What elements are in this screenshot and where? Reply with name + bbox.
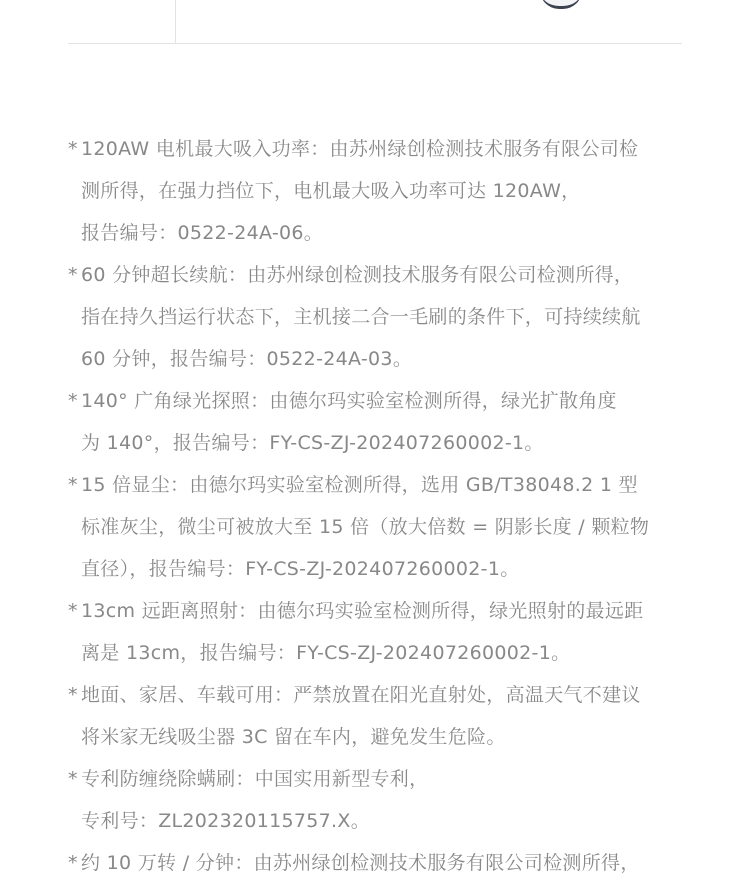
footnote-line: 约 10 万转 / 分钟：由苏州绿创检测技术服务有限公司检测所得， — [81, 852, 640, 874]
footnote-usage-scenarios — [68, 674, 678, 758]
footnote-motor-speed — [68, 842, 678, 884]
footnote-line: 13cm 远距离照射：由德尔玛实验室检测所得，绿光照射的最远距 — [81, 600, 644, 622]
footnote-line: 专利号：ZL202320115757.X。 — [81, 810, 371, 832]
footnote-line: 直径），报告编号：FY-CS-ZJ-202407260002-1。 — [81, 558, 520, 580]
footnote-bullet: * — [68, 684, 78, 706]
footnotes-list — [68, 128, 678, 884]
footnote-line: 地面、家居、车载可用：严禁放置在阳光直射处，高温天气不建议 — [81, 684, 641, 706]
footnote-illumination-distance — [68, 590, 678, 674]
footnote-bullet: * — [68, 768, 78, 790]
top-section — [0, 0, 750, 45]
footnote-bullet: * — [68, 600, 78, 622]
footnote-line: 报告编号：0522-24A-06。 — [81, 222, 324, 244]
footnote-suction-power — [68, 128, 678, 254]
footnote-line: 标准灰尘，微尘可被放大至 15 倍（放大倍数 = 阴影长度 / 颗粒物 — [81, 516, 650, 538]
footnote-line: 离是 13cm，报告编号：FY-CS-ZJ-202407260002-1。 — [81, 642, 571, 664]
footnote-line: 为 140°，报告编号：FY-CS-ZJ-202407260002-1。 — [81, 432, 544, 454]
footnote-line: 将米家无线吸尘器 3C 留在车内，避免发生危险。 — [81, 726, 506, 748]
footnote-line: 指在持久挡运行状态下，主机接二合一毛刷的条件下，可持续续航 — [81, 306, 641, 328]
footnote-bullet: * — [68, 264, 78, 286]
product-image-edge — [540, 0, 582, 9]
footnote-bullet: * — [68, 474, 78, 496]
footnote-line: 60 分钟，报告编号：0522-24A-03。 — [81, 348, 413, 370]
horizontal-divider — [68, 43, 682, 44]
footnote-line: 测所得，在强力挡位下，电机最大吸入功率可达 120AW， — [81, 180, 581, 202]
footnote-line: 140° 广角绿光探照：由德尔玛实验室检测所得，绿光扩散角度 — [81, 390, 617, 412]
footnote-bullet: * — [68, 138, 78, 160]
footnote-line: 专利防缠绕除螨刷：中国实用新型专利， — [81, 768, 429, 790]
footnote-green-light-angle — [68, 380, 678, 464]
footnote-line: 15 倍显尘：由德尔玛实验室检测所得，选用 GB/T38048.2 1 型 — [81, 474, 638, 496]
footnote-dust-magnification — [68, 464, 678, 590]
footnote-bullet: * — [68, 390, 78, 412]
vertical-divider — [175, 0, 176, 44]
footnote-anti-tangle-patent — [68, 758, 678, 842]
footnote-bullet: * — [68, 852, 78, 874]
footnote-line: 120AW 电机最大吸入功率：由苏州绿创检测技术服务有限公司检 — [81, 138, 639, 160]
footnote-battery-life — [68, 254, 678, 380]
footnote-line: 60 分钟超长续航：由苏州绿创检测技术服务有限公司检测所得， — [81, 264, 634, 286]
